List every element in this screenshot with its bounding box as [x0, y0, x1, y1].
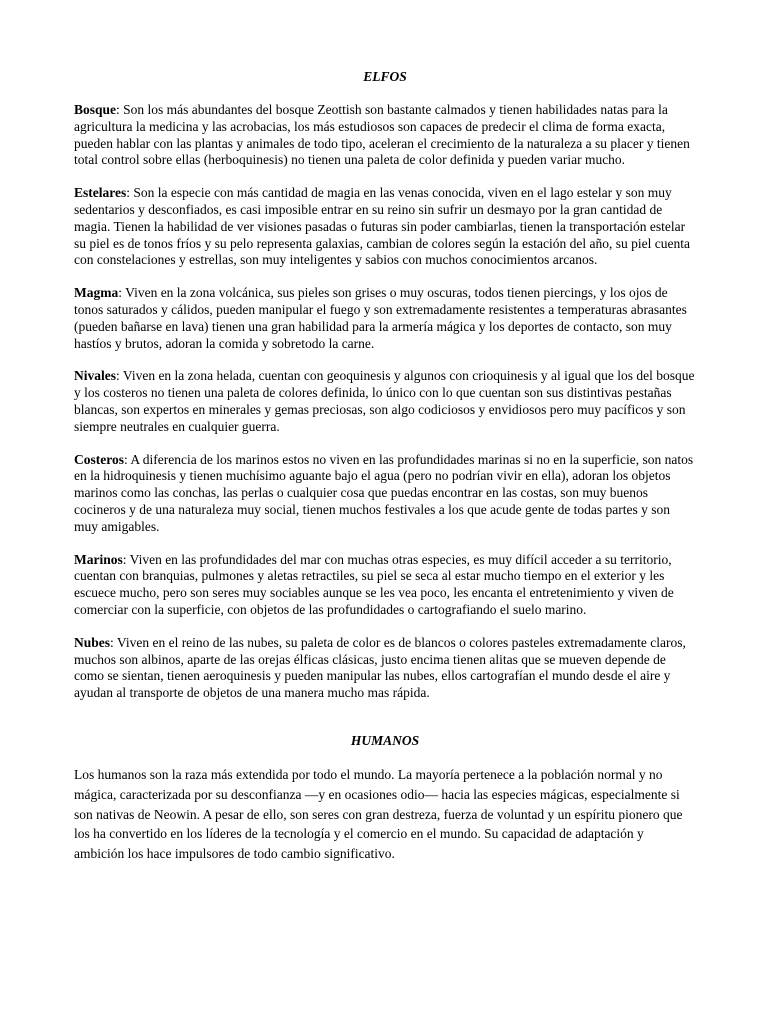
- entry-text: : Viven en las profundidades del mar con muchas otras especies, es muy difícil acceder a su territorio, cuentan con branquias, pulmones y aletas retractiles, su piel se seca al estar mucho tiempo en el exterior y les escuece mucho, pero son seres muy sociables aunque se les vea poco, les encanta el entretenimiento y viven de comerciar con la superficie, con objetos de las profundidades o cartografiando el suelo marino.: [74, 551, 674, 617]
- entry-magma: [74, 285, 696, 352]
- section-title-elfos: ELFOS: [363, 69, 407, 84]
- entry-term: Estelares: [74, 185, 127, 201]
- entry-term: Bosque: [74, 102, 117, 117]
- section-title-humanos: HUMANOS: [350, 732, 420, 748]
- entry-text: : Son los más abundantes del bosque Zeottish son bastante calmados y tienen habilidades natas para la agricultura la medicina y las acrobacias, los más estudiosos son capaces de predecir el clima de forma exacta, pueden hablar con las plantas y animales de todo tipo, aceleran el crecimiento de la naturaleza a su placer y tienen total control sobre ellas (herboquinesis) no tienen una paleta de color definida y pueden variar mucho.: [74, 102, 690, 168]
- entry-term: Costeros: [74, 451, 124, 467]
- entry-nivales: [74, 368, 696, 435]
- entry-bosque: [74, 102, 696, 169]
- entry-estelares: [74, 185, 696, 269]
- entry-term: Marinos: [74, 551, 123, 567]
- entry-term: Nubes: [74, 634, 111, 650]
- entry-marinos: [74, 552, 696, 619]
- document-page: [74, 68, 696, 864]
- humanos-paragraph: Los humanos son la raza más extendida por todo el mundo. La mayoría pertenece a la población normal y no mágica, caracterizada por su desconfianza —y en ocasiones odio— hacia las especies mágicas, especialmente si son nativas de Neowin. A pesar de ello, son seres con gran destreza, fuerza de voluntad y un espíritu pionero que los ha convertido en los líderes de la tecnología y el comercio en el mundo. Su capacidad de adaptación y ambición los hace impulsores de todo cambio significativo.: [74, 766, 683, 862]
- entry-term: Magma: [74, 285, 119, 301]
- entry-term: Nivales: [74, 368, 116, 384]
- entry-text: : Son la especie con más cantidad de magia en las venas conocida, viven en el lago estelar y son muy sedentarios y desconfiados, es casi imposible entrar en su reino sin sufrir un desmayo por la gran cantidad de magia. Tienen la habilidad de ver visiones pasadas o futuras sin poder cambiarlas, tienen la transportación estelar su piel es de tonos fríos y su pelo representa galaxias, cambian de colores según la estación del año, su piel cuenta con constelaciones y estrellas, son muy inteligentes y sabios con muchos conocimientos arcanos.: [74, 185, 690, 268]
- entry-text: : A diferencia de los marinos estos no viven en las profundidades marinas si no en la superficie, son natos en la hidroquinesis y tienen muchísimo aguante bajo el agua (pero no podrían vivir en ella), adoran los objetos marinos como las conchas, las perlas o cualquier cosa que puedas encontrar en las costas, son muy buenos cocineros y de una naturaleza muy social, tienen muchos festivales a los que acude gente de todas partes y son muy amigables.: [74, 451, 694, 534]
- entry-nubes: [74, 635, 696, 702]
- entry-costeros: [74, 452, 696, 536]
- entry-text: : Viven en la zona helada, cuentan con geoquinesis y algunos con crioquinesis y al igual que los del bosque y los costeros no tienen una paleta de colores definida, lo único con lo que cuentan son sus distintivas pestañas blancas, son expertos en minerales y gemas preciosas, son algo codiciosos y envidiosos pero muy pacíficos y son siempre neutrales en cualquier guerra.: [74, 368, 695, 434]
- entry-text: : Viven en el reino de las nubes, su paleta de color es de blancos o colores pasteles extremadamente claros, muchos son albinos, aparte de las orejas élficas clásicas, justo encima tienen alitas que se mueven depende de como se sientan, tienen aeroquinesis y pueden manipular las nubes, ellos cartografían el mundo desde el aire y ayudan al transporte de objetos de una manera mucho mas rápida.: [74, 634, 686, 701]
- entry-text: : Viven en la zona volcánica, sus pieles son grises o muy oscuras, todos tienen piercings, y los ojos de tonos saturados y cálidos, pueden manipular el fuego y son extremadamente resistentes a temperaturas abrasantes (pueden bañarse en lava) tienen una gran habilidad para la armería mágica y los deportes de contacto, son muy hastíos y brutos, adoran la comida y sobretodo la carne.: [74, 285, 687, 351]
